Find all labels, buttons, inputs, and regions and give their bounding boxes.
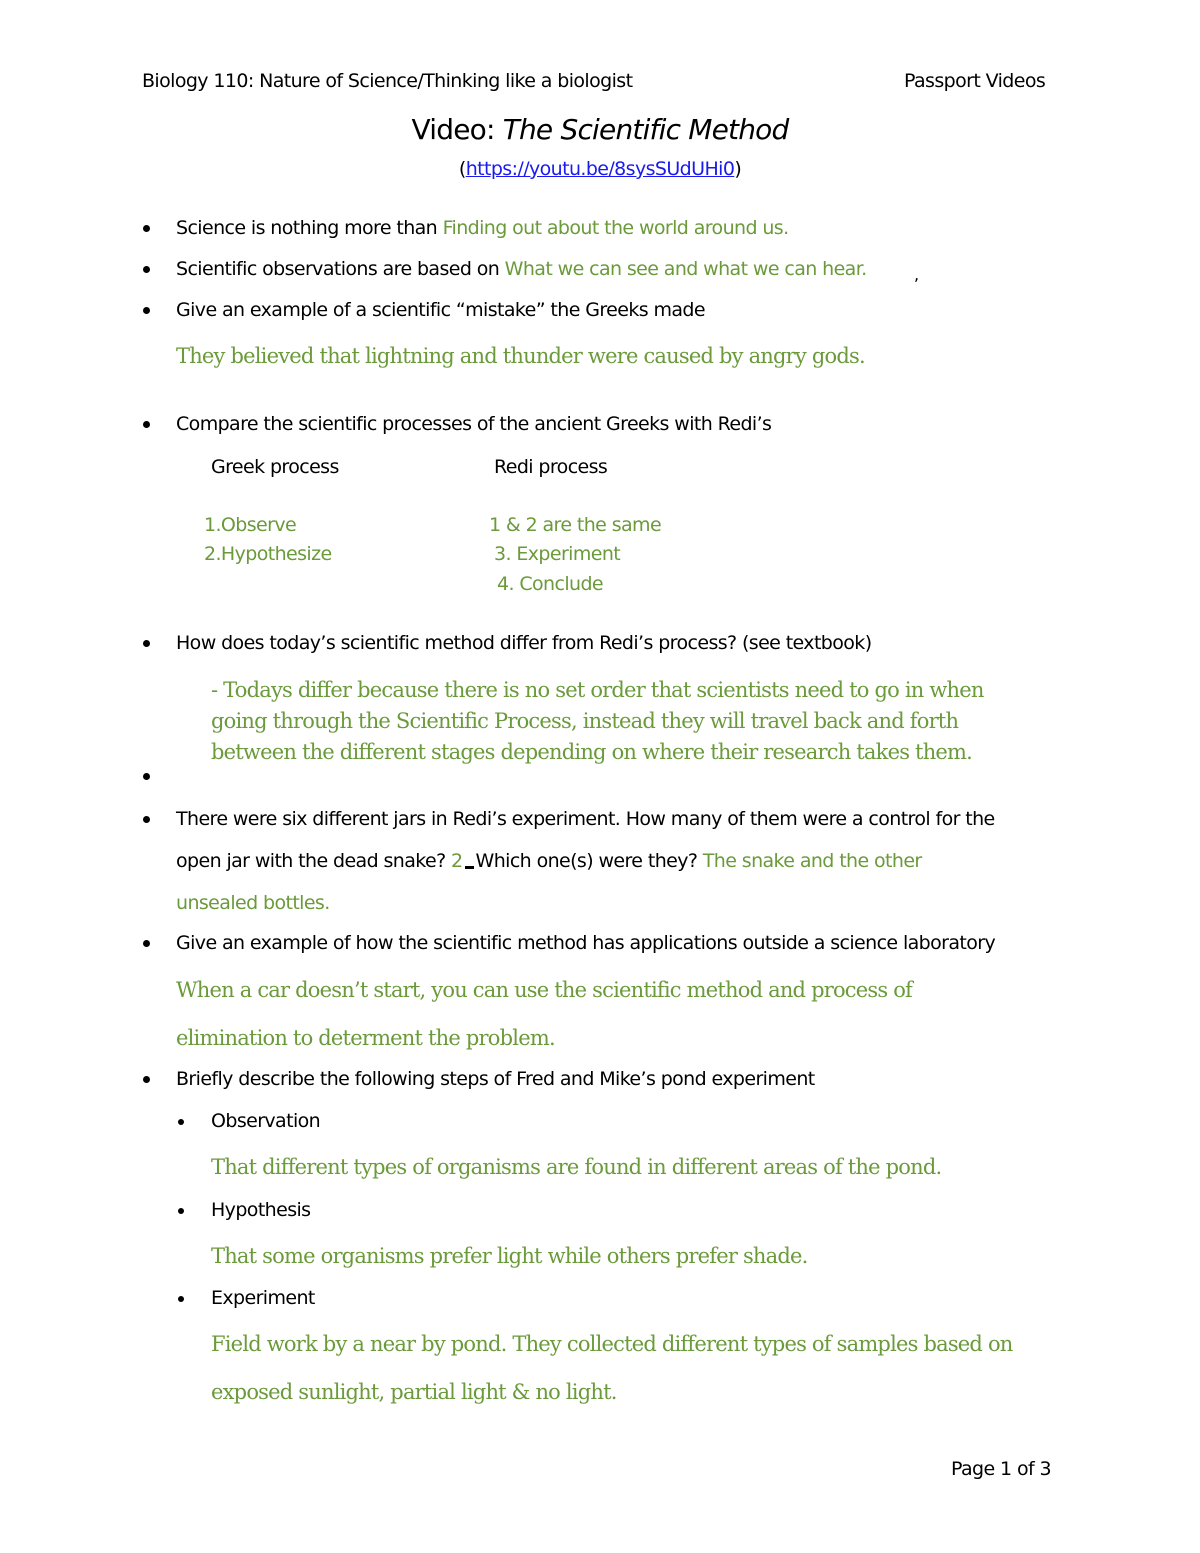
greek-step: 2.Hypothesize	[204, 543, 332, 565]
page-number: Page 1 of 3	[951, 1458, 1052, 1480]
question-6-prompt: open jar with the dead snake?	[176, 850, 452, 872]
question-6-count-answer: 2	[451, 850, 463, 872]
bullet-icon	[143, 816, 150, 823]
question-7-answer-line: When a car doesn’t start, you can use the scientific method and process of	[176, 978, 913, 1002]
hypothesis-answer: That some organisms prefer light while others prefer shade.	[211, 1244, 808, 1268]
redi-column-header: Redi process	[494, 456, 608, 478]
question-1-answer: Finding out about the world around us.	[442, 217, 789, 239]
question-5-answer-line: going through the Scientific Process, instead they will travel back and forth	[211, 709, 959, 733]
space-mark	[465, 858, 474, 869]
question-3-answer: They believed that lightning and thunder were caused by angry gods.	[176, 344, 865, 368]
page-title	[0, 113, 1200, 146]
sub-bullet-icon	[178, 1119, 184, 1125]
redi-step: 1 & 2 are the same	[489, 514, 662, 536]
bullet-icon	[143, 940, 150, 947]
question-5-answer-line: between the different stages depending on where their research takes them.	[211, 740, 973, 764]
bullet-icon	[143, 266, 150, 273]
close-paren: )	[734, 158, 742, 180]
question-3-prompt: Give an example of a scientific “mistake” the Greeks made	[176, 299, 705, 321]
video-link-line	[0, 158, 1200, 180]
question-4-prompt: Compare the scientific processes of the ancient Greeks with Redi’s	[176, 413, 772, 435]
question-2-answer: What we can see and what we can hear.	[504, 258, 867, 280]
redi-step: 3. Experiment	[494, 543, 621, 565]
experiment-answer-line: Field work by a near by pond. They collected different types of samples based on	[211, 1332, 1013, 1356]
question-7-answer-line: elimination to determent the problem.	[176, 1026, 555, 1050]
question-2-prompt: Scientific observations are based on	[176, 258, 505, 280]
question-5-prompt: How does today’s scientific method differ from Redi’s process? (see textbook)	[176, 632, 872, 654]
question-2	[176, 258, 867, 280]
experiment-answer-line: exposed sunlight, partial light & no light.	[211, 1380, 617, 1404]
sub-bullet-icon	[178, 1208, 184, 1214]
bullet-icon	[143, 421, 150, 428]
hypothesis-label: Hypothesis	[211, 1199, 311, 1221]
open-paren: (	[458, 158, 466, 180]
bullet-icon	[143, 307, 150, 314]
question-1	[176, 217, 789, 239]
question-6-line-2	[176, 850, 922, 872]
video-link[interactable]: https://youtu.be/8sysSUdUHi0	[465, 158, 735, 180]
question-1-prompt: Science is nothing more than	[176, 217, 443, 239]
redi-step: 4. Conclude	[497, 573, 604, 595]
question-6-answer-continued: unsealed bottles.	[176, 892, 330, 914]
header-course-title: Biology 110: Nature of Science/Thinking like a biologist	[142, 70, 633, 92]
question-6-which-answer: The snake and the other	[702, 850, 922, 872]
observation-answer: That different types of organisms are found in different areas of the pond.	[211, 1155, 942, 1179]
title-prefix: Video:	[411, 113, 503, 146]
question-6-line-1: There were six different jars in Redi’s experiment. How many of them were a control for the	[176, 808, 995, 830]
greek-step: 1.Observe	[204, 514, 297, 536]
bullet-icon	[143, 225, 150, 232]
empty-bullet-icon	[143, 773, 150, 780]
question-6-followup: Which one(s) were they?	[475, 850, 703, 872]
title-italic: The Scientific Method	[502, 113, 789, 146]
greek-column-header: Greek process	[211, 456, 339, 478]
observation-label: Observation	[211, 1110, 321, 1132]
question-8-prompt: Briefly describe the following steps of Fred and Mike’s pond experiment	[176, 1068, 815, 1090]
header-section-label: Passport Videos	[904, 70, 1046, 92]
question-7-prompt: Give an example of how the scientific method has applications outside a science laboratory	[176, 932, 996, 954]
question-5-answer-line: - Todays differ because there is no set order that scientists need to go in when	[211, 678, 984, 702]
experiment-label: Experiment	[211, 1287, 315, 1309]
bullet-icon	[143, 640, 150, 647]
sub-bullet-icon	[178, 1296, 184, 1302]
edit-mark: ,	[914, 265, 920, 284]
bullet-icon	[143, 1076, 150, 1083]
